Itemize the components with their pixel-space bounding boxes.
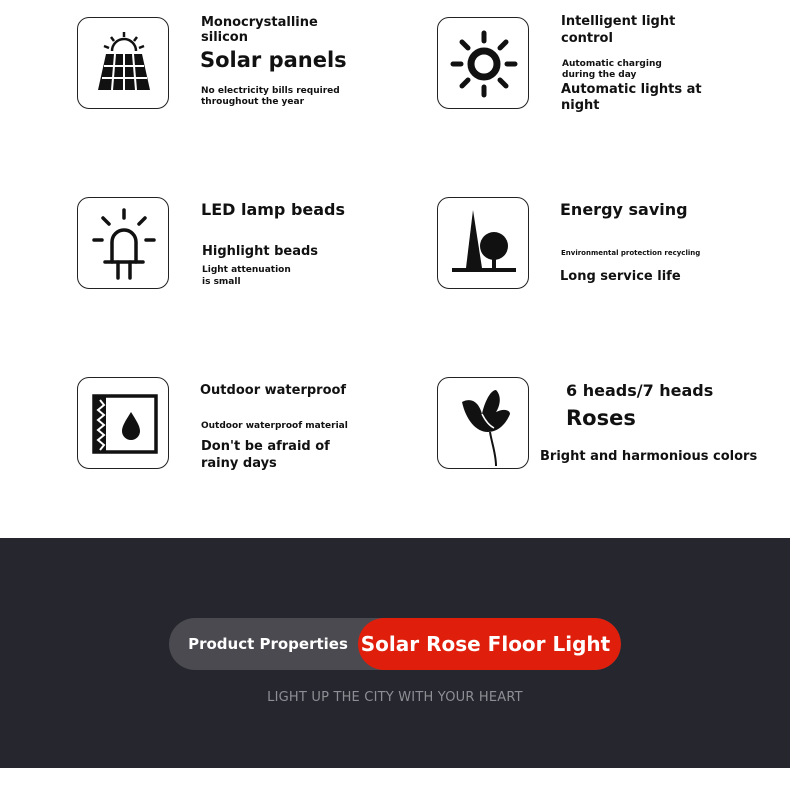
energy-desc1: Environmental protection recycling (561, 249, 701, 257)
roses-title2: Roses (566, 406, 636, 430)
led-desc1: Light attenuation (202, 265, 291, 275)
roses-title1: 6 heads/7 heads (566, 381, 714, 400)
slogan-text: LIGHT UP THE CITY WITH YOUR HEART (267, 690, 523, 705)
product-properties-label: Product Properties (188, 635, 348, 653)
trees-icon (438, 198, 530, 290)
solar-label-top: Monocrystalline (201, 15, 318, 30)
lamp-bead-icon-box (77, 197, 169, 289)
trees-icon-box (437, 197, 529, 289)
rose-icon-box (437, 377, 529, 469)
light-control-desc2: during the day (562, 70, 637, 80)
light-control-title1: Intelligent light (561, 14, 676, 29)
water-drop-icon-box (77, 377, 169, 469)
solar-desc2: throughout the year (201, 97, 305, 107)
sun-icon (438, 18, 530, 110)
rose-icon (438, 378, 530, 470)
light-control-desc1: Automatic charging (562, 59, 662, 69)
product-banner (0, 538, 790, 768)
roses-sub: Bright and harmonious colors (540, 449, 758, 464)
water-drop-icon (78, 378, 170, 470)
solar-panel-icon (78, 18, 170, 110)
product-name-label: Solar Rose Floor Light (358, 618, 621, 670)
waterproof-title: Outdoor waterproof (200, 383, 347, 398)
waterproof-desc1: Outdoor waterproof material (201, 421, 348, 431)
product-title-pill (169, 618, 621, 670)
solar-panel-icon-box (77, 17, 169, 109)
lamp-bead-icon (78, 198, 170, 290)
waterproof-sub1: Don't be afraid of (201, 439, 330, 454)
solar-desc1: No electricity bills required (201, 86, 340, 96)
led-title: LED lamp beads (201, 200, 346, 219)
led-sub: Highlight beads (202, 244, 319, 259)
light-control-title2: control (561, 31, 613, 46)
light-control-desc3: Automatic lights at (561, 82, 702, 97)
light-control-desc4: night (561, 98, 600, 113)
solar-label-top2: silicon (201, 30, 248, 45)
solar-title: Solar panels (200, 48, 347, 72)
sun-icon-box (437, 17, 529, 109)
energy-sub: Long service life (560, 269, 681, 284)
led-desc2: is small (202, 277, 241, 287)
waterproof-sub2: rainy days (201, 456, 277, 471)
energy-title: Energy saving (560, 200, 688, 219)
